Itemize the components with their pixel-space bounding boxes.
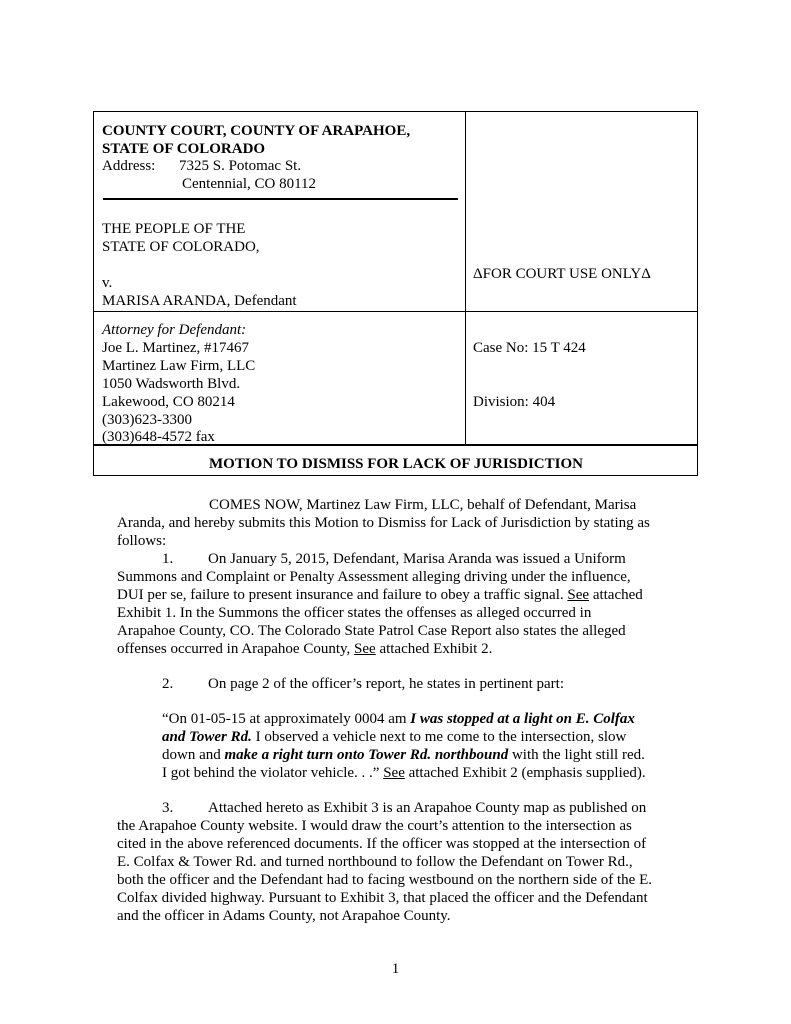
defendant-name: MARISA ARANDA, Defendant bbox=[102, 293, 297, 309]
text-segment: down and bbox=[162, 747, 225, 763]
emphasis-text: and Tower Rd. bbox=[162, 729, 252, 745]
text-line bbox=[117, 640, 677, 658]
see-reference: See bbox=[567, 587, 590, 603]
attorney-line: (303)623-3300 bbox=[102, 412, 192, 428]
text-segment: attached Exhibit 2. bbox=[375, 641, 493, 657]
address-line1: 7325 S. Potomac St. bbox=[179, 158, 302, 174]
plaintiff-line1: THE PEOPLE OF THE bbox=[102, 221, 246, 237]
emphasis-text: I was stopped at a light on E. Colfax bbox=[410, 711, 635, 727]
address-label: Address: bbox=[102, 158, 156, 174]
paragraph-number: 2. bbox=[162, 676, 174, 692]
caption-box bbox=[93, 111, 698, 476]
text-line bbox=[117, 586, 677, 604]
attorney-line: 1050 Wadsworth Blvd. bbox=[102, 376, 241, 392]
text-line: COMES NOW, Martinez Law Firm, LLC, behalf of Defendant, Marisa bbox=[209, 497, 637, 513]
caption-row-divider-right bbox=[465, 311, 698, 312]
case-number: Case No: 15 T 424 bbox=[473, 340, 586, 356]
text-line: and the officer in Adams County, not Arapahoe County. bbox=[117, 908, 451, 924]
block-quote bbox=[162, 710, 682, 782]
attorney-line: Joe L. Martinez, #17467 bbox=[102, 340, 250, 356]
text-line bbox=[162, 746, 682, 764]
court-use-only: ΔFOR COURT USE ONLYΔ bbox=[473, 266, 651, 282]
text-line bbox=[117, 550, 677, 568]
paragraph-number: 1. bbox=[162, 551, 174, 567]
attorney-line: Martinez Law Firm, LLC bbox=[102, 358, 256, 374]
paragraph-3 bbox=[117, 799, 677, 925]
page-number: 1 bbox=[391, 961, 400, 977]
text-segment: attached bbox=[589, 587, 643, 603]
text-line: follows: bbox=[117, 533, 167, 549]
text-line bbox=[117, 799, 677, 817]
text-segment: On page 2 of the officer’s report, he states in pertinent part: bbox=[208, 676, 564, 692]
caption-divider bbox=[465, 112, 466, 446]
motion-title: MOTION TO DISMISS FOR LACK OF JURISDICTION bbox=[209, 456, 583, 472]
text-line bbox=[162, 728, 682, 746]
paragraph-number: 3. bbox=[162, 800, 174, 816]
text-line bbox=[162, 710, 682, 728]
text-line bbox=[117, 675, 677, 693]
text-segment: Attached hereto as Exhibit 3 is an Arapahoe County map as published on bbox=[208, 800, 647, 816]
text-line: cited in the above referenced documents. If the officer was stopped at the intersection of bbox=[117, 836, 647, 852]
text-segment: On January 5, 2015, Defendant, Marisa Aranda was issued a Uniform bbox=[208, 551, 626, 567]
text-segment: DUI per se, failure to present insurance and failure to obey a traffic signal. bbox=[117, 587, 568, 603]
court-name-line2: STATE OF COLORADO bbox=[102, 141, 266, 157]
versus: v. bbox=[102, 275, 113, 291]
text-line: Aranda, and hereby submits this Motion to Dismiss for Lack of Jurisdiction by stating as bbox=[117, 515, 650, 531]
emphasis-text: make a right turn onto Tower Rd. northbound bbox=[224, 747, 509, 763]
see-reference: See bbox=[383, 765, 405, 781]
paragraph-2 bbox=[117, 675, 677, 693]
text-line: Summons and Complaint or Penalty Assessment alleging driving under the influence, bbox=[117, 569, 631, 585]
text-segment: offenses occurred in Arapahoe County, bbox=[117, 641, 355, 657]
division: Division: 404 bbox=[473, 394, 556, 410]
text-segment: with the light still red. bbox=[508, 747, 645, 763]
text-line: both the officer and the Defendant had to facing westbound on the northern side of the E. bbox=[117, 872, 652, 888]
paragraph-1 bbox=[117, 550, 677, 658]
address-line2: Centennial, CO 80112 bbox=[182, 176, 317, 192]
text-segment: attached Exhibit 2 (emphasis supplied). bbox=[404, 765, 646, 781]
intro-paragraph bbox=[117, 496, 677, 550]
text-segment: “On 01-05-15 at approximately 0004 am bbox=[162, 711, 411, 727]
caption-row-divider bbox=[94, 311, 465, 312]
text-line: Arapahoe County, CO. The Colorado State Patrol Case Report also states the alleged bbox=[117, 623, 626, 639]
attorney-line: Lakewood, CO 80214 bbox=[102, 394, 235, 410]
text-line: Exhibit 1. In the Summons the officer states the offenses as alleged occurred in bbox=[117, 605, 592, 621]
text-segment: I got behind the violator vehicle. . .” bbox=[162, 765, 384, 781]
text-segment: I observed a vehicle next to me come to the intersection, slow bbox=[251, 729, 627, 745]
text-line: Colfax divided highway. Pursuant to Exhibit 3, that placed the officer and the Defendant bbox=[117, 890, 648, 906]
court-separator bbox=[103, 198, 458, 200]
text-line bbox=[162, 764, 682, 782]
text-line: E. Colfax & Tower Rd. and turned northbound to follow the Defendant on Tower Rd., bbox=[117, 854, 633, 870]
court-name-line1: COUNTY COURT, COUNTY OF ARAPAHOE, bbox=[102, 123, 411, 139]
text-line: the Arapahoe County website. I would draw the court’s attention to the intersection as bbox=[117, 818, 632, 834]
attorney-label: Attorney for Defendant: bbox=[102, 322, 247, 338]
attorney-line: (303)648-4572 fax bbox=[102, 429, 215, 445]
plaintiff-line2: STATE OF COLORADO, bbox=[102, 239, 260, 255]
see-reference: See bbox=[354, 641, 376, 657]
